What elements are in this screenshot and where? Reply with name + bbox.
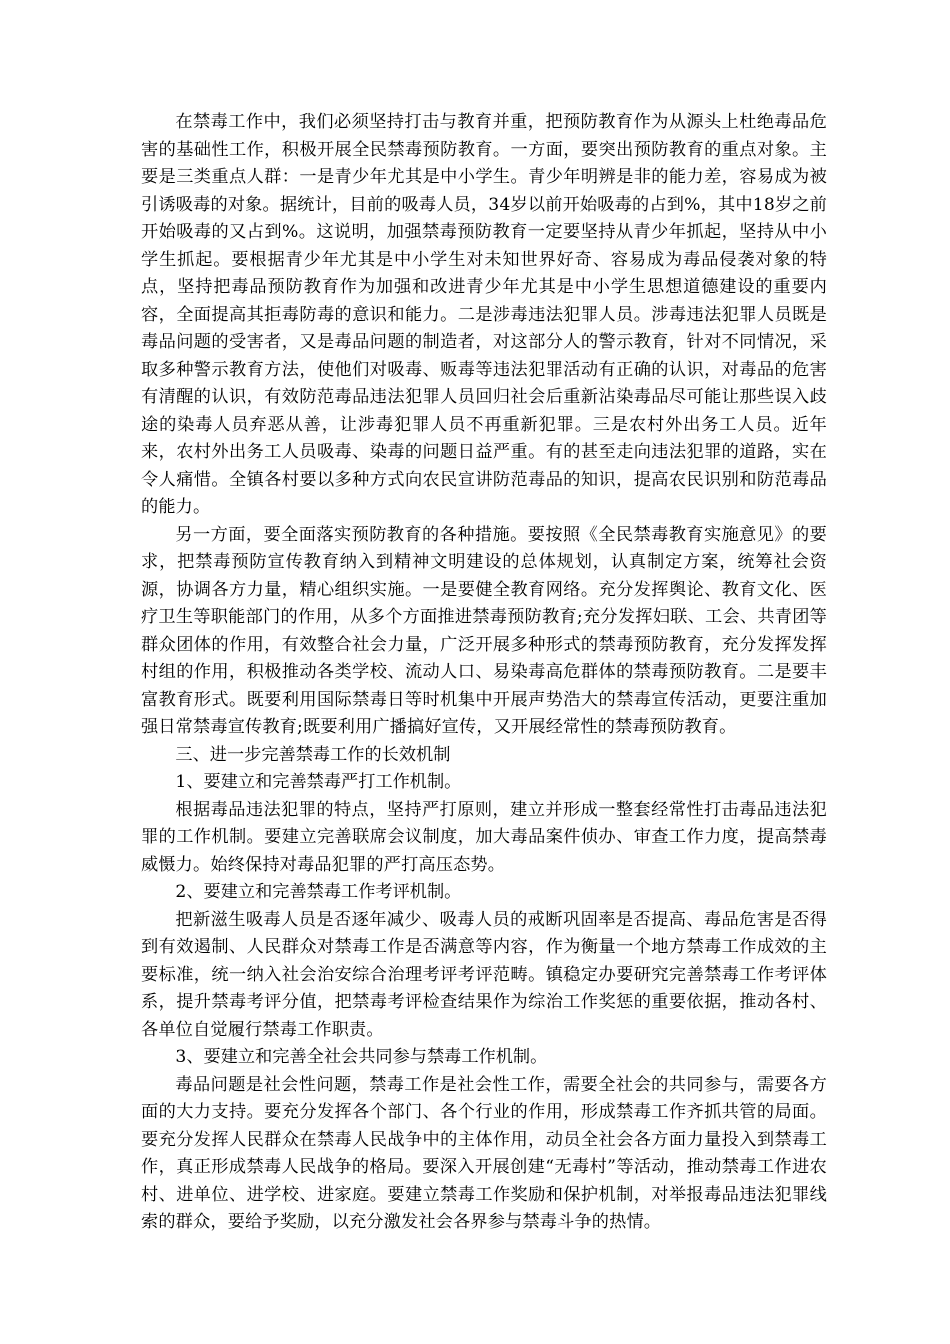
subheading-evaluation-mechanism: 2、要建立和完善禁毒工作考评机制。: [175, 882, 462, 902]
section-heading-long-term-mechanism: 三、进一步完善禁毒工作的长效机制: [175, 744, 451, 765]
paragraph-participation-mechanism: 毒品问题是社会性问题，禁毒工作是社会性工作，需要全社会的共同参与，需要各方面的大力支持。要充分发挥各个部门、各个行业的作用，形成禁毒工作齐抓共管的局面。要充分发挥人民群众在禁毒人民战争中的主体作用，动员全社会各方面力量投入到禁毒工作，真正形成禁毒人民战争的格局。要深入开展创建“无毒村”等活动，推动禁毒工作进农村、进单位、进学校、进家庭。要建立禁毒工作奖励和保护机制，对举报毒品违法犯罪线索的群众，要给予奖励，以充分激发社会各界参与禁毒斗争的热情。: [141, 1074, 827, 1232]
paragraph-prevention-targets: 在禁毒工作中，我们必须坚持打击与教育并重，把预防教育作为从源头上杜绝毒品危害的基础性工作，积极开展全民禁毒预防教育。一方面，要突出预防教育的重点对象。主要是三类重点人群：一是青少年尤其是中小学生。青少年明辨是非的能力差，容易成为被引诱吸毒的对象。据统计，目前的吸毒人员，34岁以前开始吸毒的占到%，其中18岁之前开始吸毒的又占到%。这说明，加强禁毒预防教育一定要坚持从青少年抓起，坚持从中小学生抓起。要根据青少年尤其是中小学生对未知世界好奇、容易成为毒品侵袭对象的特点，坚持把毒品预防教育作为加强和改进青少年尤其是中小学生思想道德建设的重要内容，全面提高其拒毒防毒的意识和能力。二是涉毒违法犯罪人员。涉毒违法犯罪人员既是毒品问题的受害者，又是毒品问题的制造者，对这部分人的警示教育，针对不同情况，采取多种警示教育方法，使他们对吸毒、贩毒等违法犯罪活动有正确的认识，对毒品的危害有清醒的认识，有效防范毒品违法犯罪人员回归社会后重新沾染毒品尽可能让那些误入歧途的染毒人员弃恶从善，让涉毒犯罪人员不再重新犯罪。三是农村外出务工人员。近年来，农村外出务工人员吸毒、染毒的问题日益严重。有的甚至走向违法犯罪的道路，实在令人痛惜。全镇各村要以多种方式向农民宣讲防范毒品的知识，提高农民识别和防范毒品的能力。: [141, 112, 827, 517]
subheading-strike-mechanism: 1、要建立和完善禁毒严打工作机制。: [175, 772, 462, 792]
paragraph-prevention-measures: 另一方面，要全面落实预防教育的各种措施。要按照《全民禁毒教育实施意见》的要求，把禁毒预防宣传教育纳入到精神文明建设的总体规划，认真制定方案，统筹社会资源，协调各方力量，精心组织实施。一是要健全教育网络。充分发挥舆论、教育文化、医疗卫生等职能部门的作用，从多个方面推进禁毒预防教育;充分发挥妇联、工会、共青团等群众团体的作用，有效整合社会力量，广泛开展多种形式的禁毒预防教育，充分发挥发挥村组的作用，积极推动各类学校、流动人口、易染毒高危群体的禁毒预防教育。二是要丰富教育形式。既要利用国际禁毒日等时机集中开展声势浩大的禁毒宣传活动，更要注重加强日常禁毒宣传教育;既要利用广播搞好宣传，又开展经常性的禁毒预防教育。: [141, 524, 827, 737]
paragraph-strike-mechanism: 根据毒品违法犯罪的特点，坚持严打原则，建立并形成一整套经常性打击毒品违法犯罪的工作机制。要建立完善联席会议制度，加大毒品案件侦办、审查工作力度，提高禁毒威慑力。始终保持对毒品犯罪的严打高压态势。: [141, 799, 827, 875]
document-body: [141, 109, 827, 1237]
subheading-participation-mechanism: 3、要建立和完善全社会共同参与禁毒工作机制。: [175, 1047, 548, 1067]
paragraph-evaluation-mechanism: 把新滋生吸毒人员是否逐年减少、吸毒人员的戒断巩固率是否提高、毒品危害是否得到有效遏制、人民群众对禁毒工作是否满意等内容，作为衡量一个地方禁毒工作成效的主要标准，统一纳入社会治安综合治理考评考评范畴。镇稳定办要研究完善禁毒工作考评体系，提升禁毒考评分值，把禁毒考评检查结果作为综治工作奖惩的重要依据，推动各村、各单位自觉履行禁毒工作职责。: [141, 909, 827, 1040]
